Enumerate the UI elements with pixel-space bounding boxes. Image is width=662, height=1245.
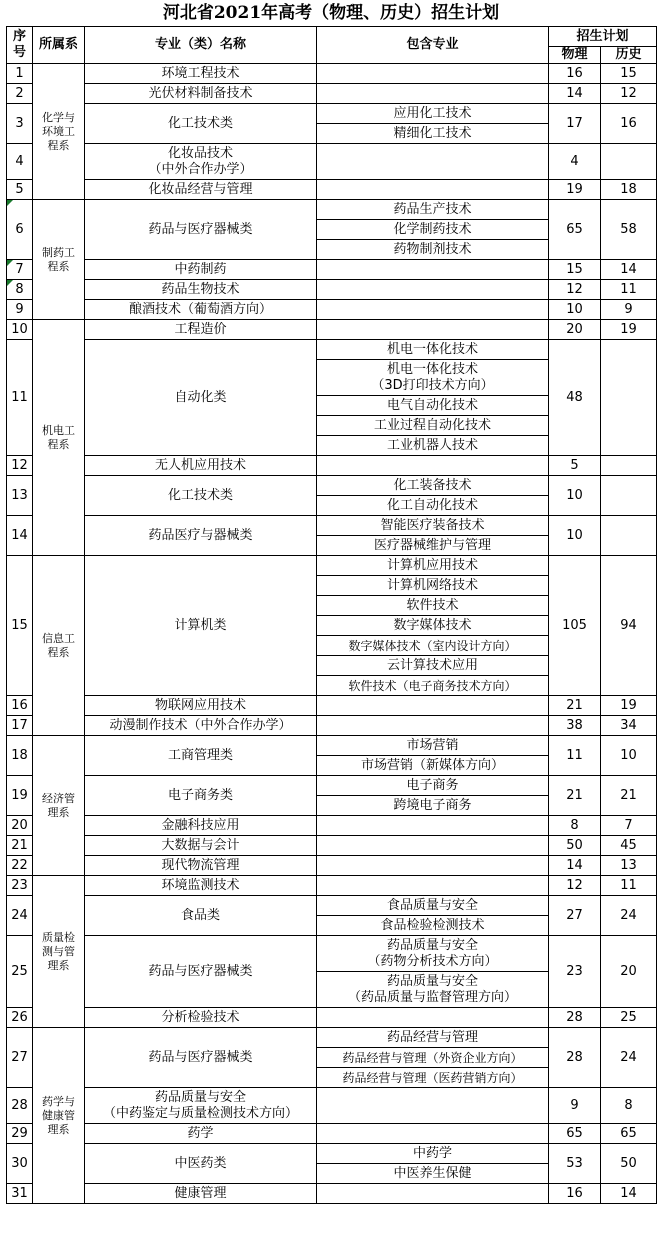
major-name: 药学 [85, 1124, 317, 1144]
included-major: 电气自动化技术 [317, 396, 549, 416]
department-name: 制药工程系 [33, 200, 85, 320]
included-major: 化学制药技术 [317, 220, 549, 240]
physics-quota: 10 [549, 476, 601, 516]
included-major [317, 320, 549, 340]
department-name: 机电工程系 [33, 320, 85, 556]
major-name: 药品生物技术 [85, 280, 317, 300]
row-number: 15 [7, 556, 33, 696]
row-number: 11 [7, 340, 33, 456]
included-major [317, 876, 549, 896]
row-number: 13 [7, 476, 33, 516]
physics-quota: 48 [549, 340, 601, 456]
row-number: 21 [7, 836, 33, 856]
included-major: 药品经营与管理（外资企业方向） [317, 1048, 549, 1068]
physics-quota: 21 [549, 696, 601, 716]
row-number: 9 [7, 300, 33, 320]
history-quota: 10 [601, 736, 657, 776]
table-row [7, 1008, 657, 1028]
physics-quota: 38 [549, 716, 601, 736]
included-major [317, 696, 549, 716]
major-name: 药品质量与安全 （中药鉴定与质量检测技术方向） [85, 1088, 317, 1124]
row-number: 14 [7, 516, 33, 556]
history-quota: 15 [601, 64, 657, 84]
major-name: 中医药类 [85, 1144, 317, 1184]
history-quota: 18 [601, 180, 657, 200]
history-quota: 19 [601, 320, 657, 340]
history-quota [601, 476, 657, 516]
physics-quota: 14 [549, 856, 601, 876]
included-major [317, 836, 549, 856]
table-row [7, 1184, 657, 1204]
history-quota: 12 [601, 84, 657, 104]
included-major [317, 144, 549, 180]
physics-quota: 65 [549, 1124, 601, 1144]
row-number: 17 [7, 716, 33, 736]
included-major: 计算机应用技术 [317, 556, 549, 576]
included-major: 市场营销（新媒体方向） [317, 756, 549, 776]
major-name: 金融科技应用 [85, 816, 317, 836]
row-number: 29 [7, 1124, 33, 1144]
row-number: 6 [7, 200, 33, 260]
included-major: 智能医疗装备技术 [317, 516, 549, 536]
page-title: 河北省2021年高考（物理、历史）招生计划 [162, 3, 500, 23]
history-quota: 8 [601, 1088, 657, 1124]
included-major: 电子商务 [317, 776, 549, 796]
history-quota [601, 144, 657, 180]
table-row [7, 64, 657, 84]
header-row [7, 27, 657, 47]
history-quota: 14 [601, 260, 657, 280]
department-name: 化学与环境工程系 [33, 64, 85, 200]
physics-quota: 53 [549, 1144, 601, 1184]
row-number: 28 [7, 1088, 33, 1124]
history-quota: 58 [601, 200, 657, 260]
included-major: 药品经营与管理（医药营销方向） [317, 1068, 549, 1088]
table-row [7, 476, 657, 496]
table-row [7, 104, 657, 124]
physics-quota: 23 [549, 936, 601, 1008]
history-quota: 19 [601, 696, 657, 716]
header-includes: 包含专业 [317, 27, 549, 64]
history-quota: 11 [601, 876, 657, 896]
table-row [7, 856, 657, 876]
department-name: 经济管理系 [33, 736, 85, 876]
included-major [317, 260, 549, 280]
row-number: 25 [7, 936, 33, 1008]
history-quota: 94 [601, 556, 657, 696]
table-row [7, 876, 657, 896]
included-major: 食品检验检测技术 [317, 916, 549, 936]
included-major [317, 856, 549, 876]
department-name: 信息工程系 [33, 556, 85, 736]
included-major: 工业机器人技术 [317, 436, 549, 456]
header-history: 历史 [601, 47, 657, 64]
history-quota: 34 [601, 716, 657, 736]
included-major: 食品质量与安全 [317, 896, 549, 916]
major-name: 工程造价 [85, 320, 317, 340]
included-major [317, 300, 549, 320]
row-number: 30 [7, 1144, 33, 1184]
included-major: 化工装备技术 [317, 476, 549, 496]
table-row [7, 200, 657, 220]
table-row [7, 1124, 657, 1144]
table-row [7, 936, 657, 972]
table-row [7, 300, 657, 320]
physics-quota: 27 [549, 896, 601, 936]
included-major [317, 1088, 549, 1124]
included-major: 机电一体化技术 （3D打印技术方向） [317, 360, 549, 396]
included-major [317, 716, 549, 736]
major-name: 中药制药 [85, 260, 317, 280]
physics-quota: 9 [549, 1088, 601, 1124]
physics-quota: 50 [549, 836, 601, 856]
major-name: 自动化类 [85, 340, 317, 456]
table-row [7, 1144, 657, 1164]
history-quota: 11 [601, 280, 657, 300]
included-major: 药品经营与管理 [317, 1028, 549, 1048]
row-number: 5 [7, 180, 33, 200]
included-major: 软件技术 [317, 596, 549, 616]
history-quota: 13 [601, 856, 657, 876]
physics-quota: 10 [549, 516, 601, 556]
major-name: 药品医疗与器械类 [85, 516, 317, 556]
major-name: 化妆品技术 （中外合作办学） [85, 144, 317, 180]
header-seq: 序号 [7, 27, 33, 64]
major-name: 工商管理类 [85, 736, 317, 776]
row-number: 12 [7, 456, 33, 476]
row-number: 2 [7, 84, 33, 104]
major-name: 化工技术类 [85, 476, 317, 516]
history-quota: 21 [601, 776, 657, 816]
major-name: 物联网应用技术 [85, 696, 317, 716]
included-major: 数字媒体技术（室内设计方向） [317, 636, 549, 656]
included-major [317, 1124, 549, 1144]
major-name: 酿酒技术（葡萄酒方向） [85, 300, 317, 320]
included-major: 跨境电子商务 [317, 796, 549, 816]
major-name: 大数据与会计 [85, 836, 317, 856]
table-row [7, 896, 657, 916]
table-row [7, 716, 657, 736]
table-row [7, 836, 657, 856]
table-row [7, 776, 657, 796]
header-plan: 招生计划 [549, 27, 657, 47]
physics-quota: 65 [549, 200, 601, 260]
major-name: 药品与医疗器械类 [85, 200, 317, 260]
included-major: 中药学 [317, 1144, 549, 1164]
included-major: 软件技术（电子商务技术方向） [317, 676, 549, 696]
history-quota [601, 340, 657, 456]
row-number: 4 [7, 144, 33, 180]
table-row [7, 280, 657, 300]
physics-quota: 5 [549, 456, 601, 476]
physics-quota: 17 [549, 104, 601, 144]
table-row [7, 84, 657, 104]
table-row [7, 260, 657, 280]
department-name: 质量检测与管理系 [33, 876, 85, 1028]
row-number: 1 [7, 64, 33, 84]
physics-quota: 14 [549, 84, 601, 104]
included-major: 药品质量与安全 （药物分析技术方向） [317, 936, 549, 972]
included-major: 药物制剂技术 [317, 240, 549, 260]
major-name: 健康管理 [85, 1184, 317, 1204]
table-row [7, 696, 657, 716]
major-name: 环境工程技术 [85, 64, 317, 84]
major-name: 药品与医疗器械类 [85, 936, 317, 1008]
physics-quota: 16 [549, 64, 601, 84]
row-number: 19 [7, 776, 33, 816]
table-row [7, 1028, 657, 1048]
included-major: 云计算技术应用 [317, 656, 549, 676]
history-quota [601, 516, 657, 556]
major-name: 食品类 [85, 896, 317, 936]
row-number: 3 [7, 104, 33, 144]
table-row [7, 320, 657, 340]
included-major [317, 1008, 549, 1028]
major-name: 光伏材料制备技术 [85, 84, 317, 104]
table-row [7, 180, 657, 200]
header-dept: 所属系 [33, 27, 85, 64]
major-name: 现代物流管理 [85, 856, 317, 876]
table-row [7, 1088, 657, 1124]
row-number: 7 [7, 260, 33, 280]
physics-quota: 16 [549, 1184, 601, 1204]
included-major: 应用化工技术 [317, 104, 549, 124]
included-major: 精细化工技术 [317, 124, 549, 144]
row-number: 20 [7, 816, 33, 836]
major-name: 无人机应用技术 [85, 456, 317, 476]
table-row [7, 556, 657, 576]
physics-quota: 28 [549, 1008, 601, 1028]
included-major: 中医养生保健 [317, 1164, 549, 1184]
row-number: 31 [7, 1184, 33, 1204]
physics-quota: 28 [549, 1028, 601, 1088]
history-quota: 9 [601, 300, 657, 320]
table-row [7, 144, 657, 180]
table-row [7, 340, 657, 360]
enrollment-table [6, 26, 657, 1204]
included-major [317, 64, 549, 84]
history-quota: 7 [601, 816, 657, 836]
physics-quota: 8 [549, 816, 601, 836]
row-number: 26 [7, 1008, 33, 1028]
physics-quota: 4 [549, 144, 601, 180]
included-major: 药品质量与安全 （药品质量与监督管理方向） [317, 972, 549, 1008]
included-major: 数字媒体技术 [317, 616, 549, 636]
included-major: 工业过程自动化技术 [317, 416, 549, 436]
included-major: 市场营销 [317, 736, 549, 756]
included-major [317, 1184, 549, 1204]
physics-quota: 11 [549, 736, 601, 776]
physics-quota: 12 [549, 876, 601, 896]
major-name: 动漫制作技术（中外合作办学） [85, 716, 317, 736]
major-name: 药品与医疗器械类 [85, 1028, 317, 1088]
row-number: 8 [7, 280, 33, 300]
physics-quota: 21 [549, 776, 601, 816]
header-physics: 物理 [549, 47, 601, 64]
included-major: 计算机网络技术 [317, 576, 549, 596]
physics-quota: 10 [549, 300, 601, 320]
included-major [317, 280, 549, 300]
included-major: 化工自动化技术 [317, 496, 549, 516]
history-quota: 65 [601, 1124, 657, 1144]
row-number: 18 [7, 736, 33, 776]
table-row [7, 516, 657, 536]
row-number: 23 [7, 876, 33, 896]
physics-quota: 12 [549, 280, 601, 300]
history-quota: 24 [601, 896, 657, 936]
row-number: 22 [7, 856, 33, 876]
major-name: 化妆品经营与管理 [85, 180, 317, 200]
header-major: 专业（类）名称 [85, 27, 317, 64]
included-major: 医疗器械维护与管理 [317, 536, 549, 556]
table-row [7, 736, 657, 756]
row-number: 10 [7, 320, 33, 340]
included-major: 药品生产技术 [317, 200, 549, 220]
major-name: 计算机类 [85, 556, 317, 696]
included-major: 机电一体化技术 [317, 340, 549, 360]
major-name: 分析检验技术 [85, 1008, 317, 1028]
row-number: 24 [7, 896, 33, 936]
history-quota: 14 [601, 1184, 657, 1204]
physics-quota: 15 [549, 260, 601, 280]
history-quota: 16 [601, 104, 657, 144]
included-major [317, 84, 549, 104]
included-major [317, 456, 549, 476]
included-major [317, 816, 549, 836]
physics-quota: 20 [549, 320, 601, 340]
history-quota: 24 [601, 1028, 657, 1088]
major-name: 化工技术类 [85, 104, 317, 144]
department-name: 药学与健康管理系 [33, 1028, 85, 1204]
history-quota: 50 [601, 1144, 657, 1184]
table-row [7, 816, 657, 836]
major-name: 电子商务类 [85, 776, 317, 816]
table-row [7, 456, 657, 476]
major-name: 环境监测技术 [85, 876, 317, 896]
history-quota: 25 [601, 1008, 657, 1028]
included-major [317, 180, 549, 200]
row-number: 16 [7, 696, 33, 716]
row-number: 27 [7, 1028, 33, 1088]
history-quota: 20 [601, 936, 657, 1008]
physics-quota: 19 [549, 180, 601, 200]
physics-quota: 105 [549, 556, 601, 696]
history-quota [601, 456, 657, 476]
history-quota: 45 [601, 836, 657, 856]
